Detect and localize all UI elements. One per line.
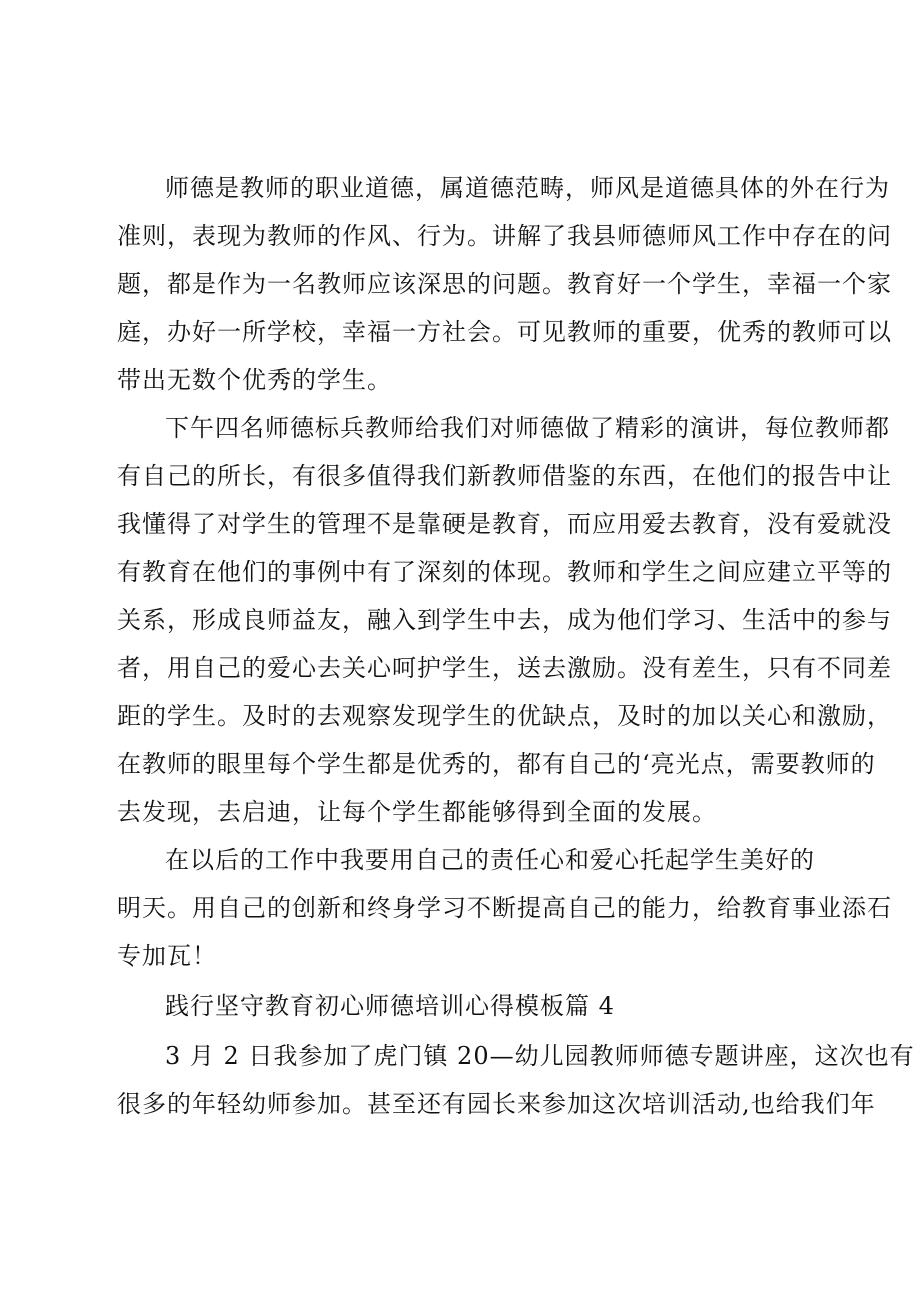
text-line: 距的学生。及时的去观察发现学生的优缺点，及时的加以关心和激励， xyxy=(117,702,892,730)
text-line: 题，都是作为一名教师应该深思的问题。教育好一个学生，幸福一个家 xyxy=(117,270,892,298)
text-line: 带出无数个优秀的学生。 xyxy=(117,366,392,394)
text-line: 有自己的所长，有很多值得我们新教师借鉴的东西，在他们的报告中让 xyxy=(117,462,892,490)
text-line: 师德是教师的职业道德，属道德范畴，师风是道德具体的外在行为 xyxy=(165,174,890,202)
text-line: 在教师的眼里每个学生都是优秀的，都有自己的‘亮光点，需要教师的 xyxy=(117,750,876,778)
heading-line: 践行坚守教育初心师德培训心得模板篇 4 xyxy=(165,992,615,1020)
text-line: 明天。用自己的创新和终身学习不断提高自己的能力，给教育事业添石 xyxy=(117,894,892,922)
text-line: 在以后的工作中我要用自己的责任心和爱心托起学生美好的 xyxy=(165,846,815,874)
text-line: 下午四名师德标兵教师给我们对师德做了精彩的演讲，每位教师都 xyxy=(165,414,890,442)
text-line: 庭，办好一所学校，幸福一方社会。可见教师的重要，优秀的教师可以 xyxy=(117,318,892,346)
text-line: 很多的年轻幼师参加。甚至还有园长来参加这次培训活动,也给我们年 xyxy=(117,1090,876,1118)
text-line: 关系，形成良师益友，融入到学生中去，成为他们学习、生活中的参与 xyxy=(117,606,892,634)
text-line: 去发现，去启迪，让每个学生都能够得到全面的发展。 xyxy=(117,798,717,826)
text-line: 专加瓦！ xyxy=(117,942,217,970)
text-line: 有教育在他们的事例中有了深刻的体现。教师和学生之间应建立平等的 xyxy=(117,558,892,586)
text-line: 3 月 2 日我参加了虎门镇 20—幼儿园教师师德专题讲座，这次也有 xyxy=(165,1042,915,1070)
text-line: 准则，表现为教师的作风、行为。讲解了我县师德师风工作中存在的问 xyxy=(117,222,892,250)
text-line: 者，用自己的爱心去关心呵护学生，送去激励。没有差生，只有不同差 xyxy=(117,654,892,682)
text-line: 我懂得了对学生的管理不是靠硬是教育，而应用爱去教育，没有爱就没 xyxy=(117,510,892,538)
